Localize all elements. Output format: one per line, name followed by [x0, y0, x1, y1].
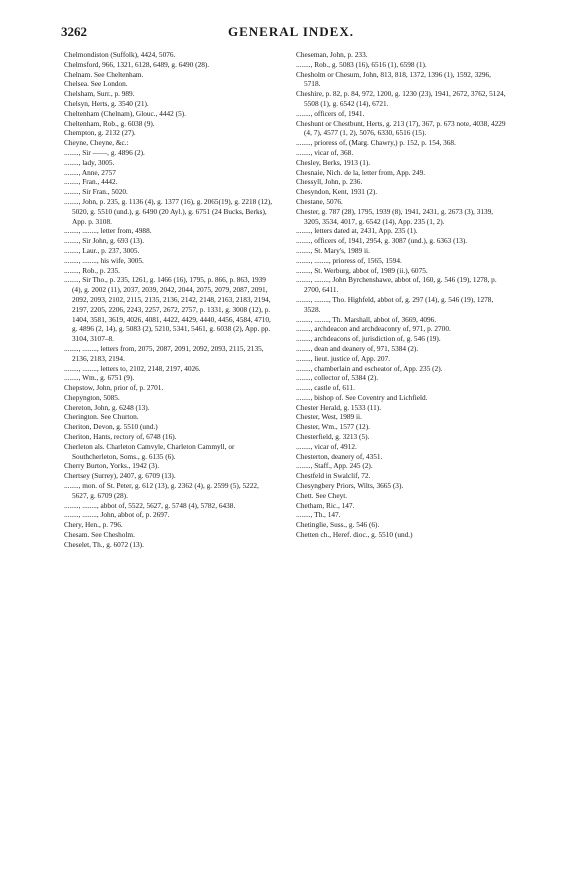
- index-entry: Chestane, 5076.: [296, 196, 343, 206]
- index-entry: Chesholm or Chesum, John, 813, 818, 1372, 1396 (1), 1592, 3296, 5718.: [296, 69, 491, 89]
- index-entry: Cheyne, Cheyne, &c.:: [64, 138, 129, 148]
- page-number: 3262: [61, 24, 87, 39]
- index-entry: ........, Staff., App. 245 (2).: [296, 461, 373, 471]
- index-entry: ........, Anne, 2757: [64, 167, 116, 177]
- index-entry: Chester, g. 787 (28), 1795, 1939 (8), 1941, 2431, g. 2673 (3), 3139, 3205, 3534, 4017, g. 6542 (14), App. 235 (1, 2).: [296, 206, 494, 226]
- index-entry: ........, St. Werburg, abbot of, 1989 (ii.), 6075.: [296, 265, 428, 275]
- index-entry: ........, castle of, 611.: [296, 383, 355, 393]
- index-entry: ........, ........, John, abbot of, p. 2697.: [64, 510, 170, 520]
- index-entry: ........, Th., 147.: [296, 510, 341, 520]
- index-entry: Chetham, Ric., 147.: [296, 500, 355, 510]
- index-entry: ........, vicar of, 368.: [296, 147, 354, 157]
- index-entry: Chelnam. See Cheltenham.: [64, 69, 144, 79]
- index-entry: Cherington. See Churton.: [64, 412, 139, 422]
- index-entry: ........, lieut. justice of, App. 207.: [296, 353, 391, 363]
- index-entry: ........, archdeacon and archdeaconry of, 971, p. 2700.: [296, 324, 451, 334]
- index-entry: ........, vicar of, 4912.: [296, 441, 357, 451]
- index-entry: Cherleton als. Charleton Camvyle, Charleton Cammyll, or Southcherleton, Soms., g. 6135 (6).: [64, 441, 235, 461]
- index-entry: ........, officers of, 1941.: [296, 108, 365, 118]
- index-entry: ........, collector of, 5384 (2).: [296, 373, 379, 383]
- index-entry: ........, Rob., g. 5083 (16), 6516 (1), 6598 (1).: [296, 59, 427, 69]
- index-entry: Cherry Burton, Yorks., 1942 (3).: [64, 461, 160, 471]
- index-entry: Chesley, Berks, 1913 (1).: [296, 157, 371, 167]
- index-entry: Chester, Wm., 1577 (12).: [296, 422, 370, 432]
- index-entry: ........, Wm., g. 6751 (9).: [64, 373, 135, 383]
- index-entry: ........, ........, letters to, 2102, 2148, 2197, 4026.: [64, 363, 201, 373]
- index-entry: Cheshire, p. 82, p. 84, 972, 1200, g. 1230 (23), 1941, 2672, 3762, 5124, 5508 (1), g. 6542 (14), 6721.: [296, 89, 506, 108]
- index-entry: Chempton, g. 2132 (27).: [64, 128, 136, 138]
- index-entry: Chepyngton, 5085.: [64, 392, 120, 402]
- index-entry: ........, ........, letter from, 4988.: [64, 226, 152, 236]
- index-entry: ........, dean and deanery of, 971, 5384 (2).: [296, 343, 419, 353]
- index-entry: ........, Laur., p. 237, 3005.: [64, 245, 140, 255]
- index-entry: ........, Rob., p. 235.: [64, 265, 120, 275]
- index-entry: Chery, Hen., p. 796.: [64, 520, 123, 530]
- index-entry: Chessyll, John, p. 236.: [296, 177, 363, 187]
- index-entry: ........, Sir John, g. 693 (13).: [64, 236, 145, 246]
- index-entry: ........, bishop of. See Coventry and Lichfield.: [296, 392, 428, 402]
- index-entry: Chestfeld in Swalclif, 72.: [296, 471, 371, 481]
- index-entry: ........, letters dated at, 2431, App. 235 (1).: [296, 226, 418, 236]
- index-entry: ........, prioress of, (Marg. Chawry,) p. 152, p. 154, 368.: [296, 138, 456, 148]
- index-column-right: [296, 50, 508, 540]
- index-entry: ........, St. Mary's, 1989 ii.: [296, 245, 370, 255]
- index-entry: Cheltenham, Rob., g. 6038 (9).: [64, 118, 155, 128]
- index-entry: Chetten ch., Heref. dioc., g. 5510 (und.): [296, 530, 413, 540]
- index-entry: Chesterfield, g. 3213 (5).: [296, 432, 370, 442]
- index-entry: Cheriton, Devon, g. 5510 (und.): [64, 422, 158, 432]
- index-entry: Chett. See Cheyt.: [296, 490, 348, 500]
- index-entry: ........, archdeacons of, jurisdiction of, g. 546 (19).: [296, 334, 441, 344]
- page-title: GENERAL INDEX.: [228, 24, 354, 39]
- index-entry: ........, lady, 3005.: [64, 157, 115, 167]
- index-entry: Chesyngbery Priors, Wilts, 3665 (3).: [296, 481, 404, 491]
- index-entry: ........, ........, John Byrchenshawe, abbot of, 160, g. 546 (19), 1278, p. 2700, 6411.: [296, 275, 497, 295]
- index-entry: Chester, West, 1989 ii.: [296, 412, 362, 422]
- index-entry: ........, Sir Tho., p. 235, 1261, g. 1466 (16), 1795, p. 866, p. 863, 1939 (4), g. 2002 (11), 2037, 2039, 2042, 2044, 2075, 2079, 2087, 2091, 2092, 2093, 2102, 2115, 2135, 2136, 2142, 2148, 2163, 2183, 2194, 2197, 2205, 2206, 2243, 2257, 2672, 2757, p. 1331, g. 3008 (12), p. 1404, 3581, 3619, 4026, 4081, 4422, 4429, 4440, 4456, 4584, 4710, g. 4896 (2, 14), g. 5083 (2), 5210, 5341, 5461, g. 6038 (2), App. pp. 3104, 3107–8.: [64, 275, 271, 344]
- index-entry: ........, Sir ——, g. 4896 (2).: [64, 147, 145, 157]
- index-entry: Chester Herald, g. 1533 (11).: [296, 402, 382, 412]
- index-entry: Chelmondiston (Suffolk), 4424, 5076.: [64, 50, 176, 59]
- index-entry: Chelsyn, Herts, g. 3540 (21).: [64, 98, 149, 108]
- index-entry: ........, chamberlain and escheator of, App. 235 (2).: [296, 363, 443, 373]
- index-entry: Cheseman, John, p. 233.: [296, 50, 368, 59]
- index-entry: ........, Fran., 4442.: [64, 177, 118, 187]
- index-entry: Chesyndon, Kent, 1931 (2).: [296, 187, 378, 197]
- index-entry: ........, John, p. 235, g. 1136 (4), g. 1377 (16), g. 2065(19), g. 2218 (12), 5020, g. 5510 (und.), g. 6490 (20 Ayl.), g. 6751 (24 Bucks, Berks), App. p. 3108.: [64, 196, 273, 226]
- index-entry: Chesam. See Chesholm.: [64, 530, 135, 540]
- index-column-left: [64, 50, 276, 550]
- index-entry: Chepstow, John, prior of, p. 2701.: [64, 383, 164, 393]
- page-header: [61, 24, 521, 42]
- index-entry: Chelmsford, 966, 1321, 6128, 6489, g. 6490 (28).: [64, 59, 210, 69]
- index-entry: ........, ........, Th. Marshall, abbot of, 3669, 4096.: [296, 314, 437, 324]
- index-entry: ........, ........, letters from, 2075, 2087, 2091, 2092, 2093, 2115, 2135, 2136, 2183, 2194.: [64, 343, 264, 363]
- index-entry: Chetinglie, Suss., g. 546 (6).: [296, 520, 380, 530]
- index-entry: Cheselet, Th., g. 6072 (13).: [64, 539, 144, 549]
- index-entry: ........, Sir Fran., 5020.: [64, 187, 128, 197]
- index-entry: ........, mon. of St. Peter, g. 612 (13), g. 2362 (4), g. 2599 (5), 5222, 5627, g. 6709 (28).: [64, 481, 259, 500]
- index-entry: Cheltenham (Chelnam), Glouc., 4442 (5).: [64, 108, 186, 118]
- index-entry: Chesnaie, Nich. de la, letter from, App. 249.: [296, 167, 426, 177]
- index-entry: Chelsea. See London.: [64, 79, 128, 89]
- index-entry: Chereton, John, g. 6248 (13).: [64, 402, 150, 412]
- index-entry: ........, ........, abbot of, 5522, 5627, g. 5748 (4), 5782, 6438.: [64, 500, 236, 510]
- index-entry: ........, ........, his wife, 3005.: [64, 255, 144, 265]
- index-entry: Chesterton, deanery of, 4351.: [296, 451, 383, 461]
- index-entry: ........, ........, prioress of, 1565, 1594.: [296, 255, 402, 265]
- index-entry: ........, officers of, 1941, 2954, g. 3087 (und.), g. 6363 (13).: [296, 236, 468, 246]
- index-entry: Cheshunt or Chestbunt, Herts, g. 213 (17), 367, p. 673 note, 4038, 4229 (4, 7), 4577 (1, 2), 5076, 6330, 6516 (15).: [296, 118, 506, 138]
- index-entry: Cheriton, Hants, rectory of, 6748 (16).: [64, 432, 177, 442]
- index-entry: Chelsham, Surr., p. 989.: [64, 89, 135, 99]
- index-entry: Chertsey (Surrey), 2407, g. 6709 (13).: [64, 471, 176, 481]
- index-entry: ........, ........, Tho. Highfeld, abbot of, g. 297 (14), g. 546 (19), 1278, 3528.: [296, 294, 494, 314]
